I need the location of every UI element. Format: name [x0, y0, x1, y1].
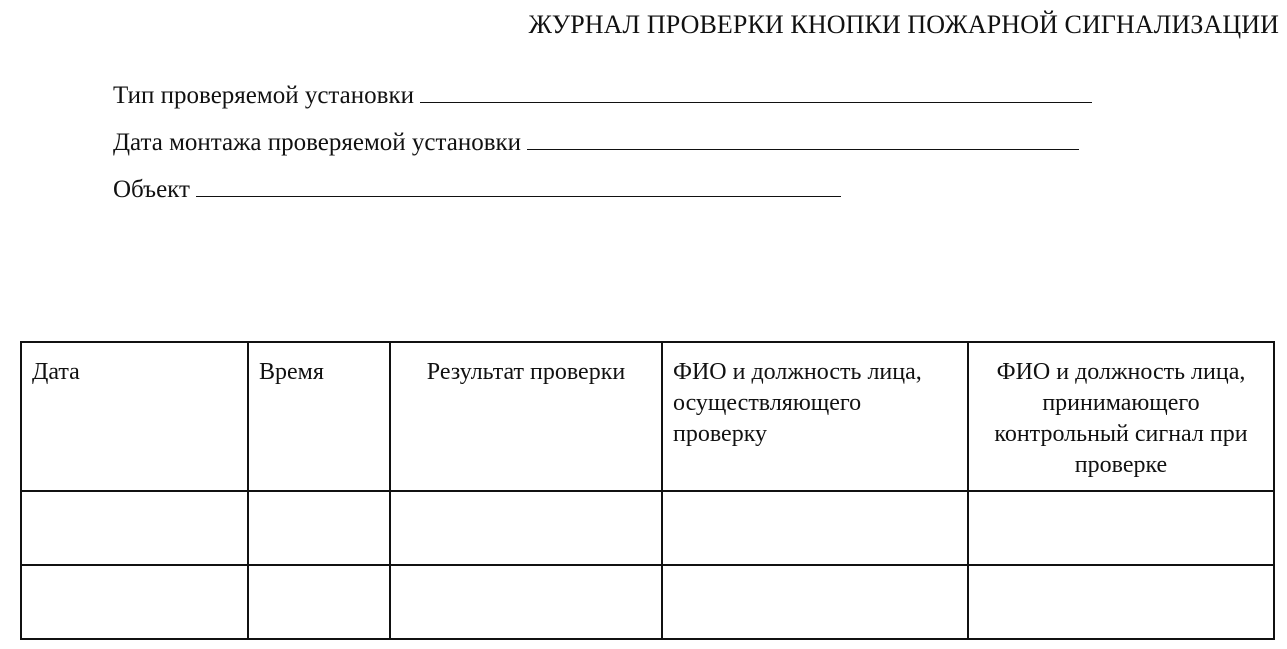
- installation-type-label: Тип проверяемой установки: [113, 82, 414, 109]
- object-field: [113, 174, 841, 204]
- cell-receiver[interactable]: [968, 491, 1274, 565]
- table-header-row: [21, 342, 1274, 491]
- table-row: [21, 491, 1274, 565]
- installation-type-input-line[interactable]: [420, 80, 1092, 103]
- cell-date[interactable]: [21, 565, 248, 639]
- table-row: [21, 565, 1274, 639]
- cell-inspector[interactable]: [662, 491, 968, 565]
- cell-time[interactable]: [248, 491, 390, 565]
- mount-date-label: Дата монтажа проверяемой установки: [113, 129, 522, 156]
- page-title: ЖУРНАЛ ПРОВЕРКИ КНОПКИ ПОЖАРНОЙ СИГНАЛИЗАЦИИ: [528, 10, 1279, 39]
- cell-date[interactable]: [21, 491, 248, 565]
- cell-inspector[interactable]: [662, 565, 968, 639]
- header-receiver: ФИО и должность лица, принимающего контрольный сигнал при проверке: [968, 342, 1274, 491]
- cell-receiver[interactable]: [968, 565, 1274, 639]
- journal-table: [20, 341, 1275, 640]
- header-result: Результат проверки: [390, 342, 662, 491]
- mount-date-field: [113, 127, 1079, 157]
- mount-date-input-line[interactable]: [527, 127, 1079, 150]
- cell-time[interactable]: [248, 565, 390, 639]
- cell-result[interactable]: [390, 565, 662, 639]
- object-label: Объект: [113, 176, 190, 203]
- cell-result[interactable]: [390, 491, 662, 565]
- object-input-line[interactable]: [196, 174, 841, 197]
- header-date: Дата: [21, 342, 248, 491]
- installation-type-field: [113, 80, 1092, 110]
- header-time: Время: [248, 342, 390, 491]
- header-inspector: ФИО и должность лица, осуществляющего проверку: [662, 342, 968, 491]
